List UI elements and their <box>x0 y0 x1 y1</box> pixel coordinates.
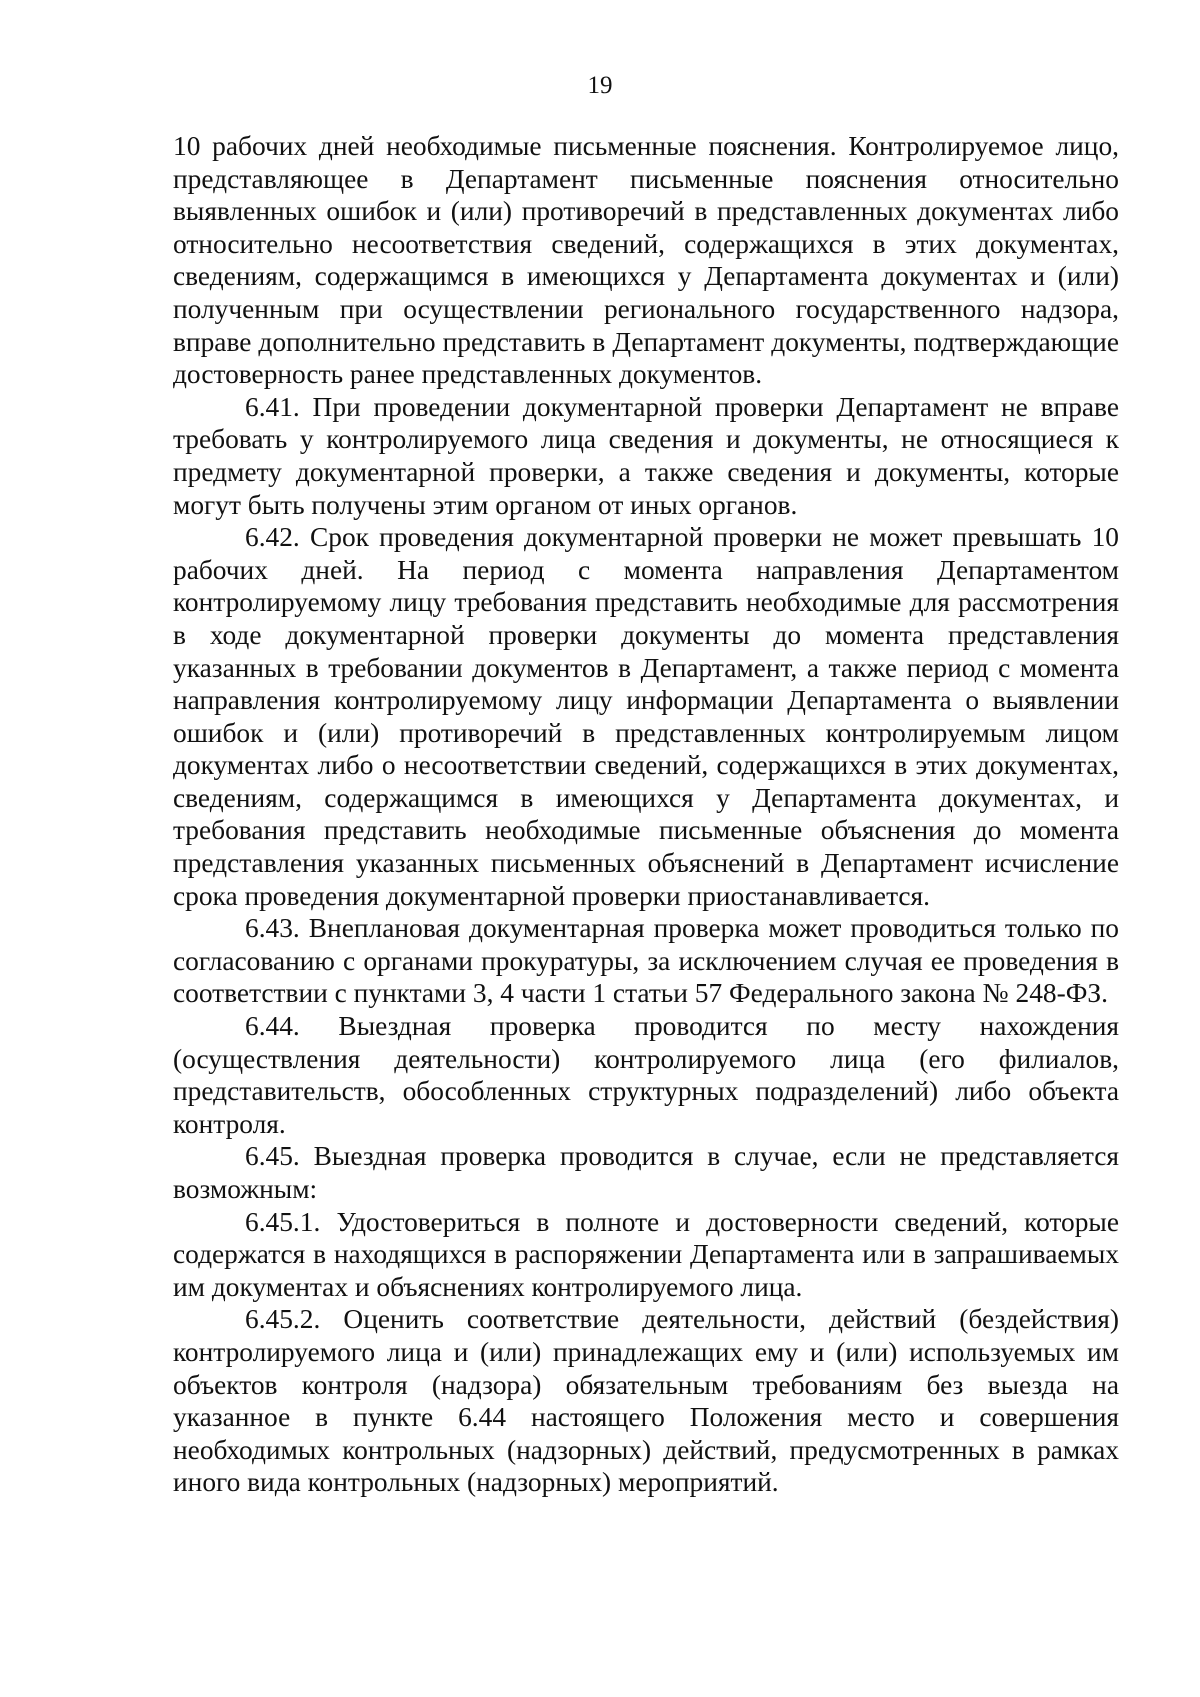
paragraph-6-42: 6.42. Срок проведения документарной проверки не может превышать 10 рабочих дней. На период с момента направления Департаментом контролируемому лицу требования представить необходимые для рассмотрения в ходе документарной проверки документы до момента представления указанных в требовании документов в Департамент, а также период с момента направления контролируемому лицу информации Департамента о выявлении ошибок и (или) противоречий в представленных контролируемым лицом документах либо о несоответствии сведений, содержащихся в этих документах, сведениям, содержащимся в имеющихся у Департамента документах, и требования представить необходимые письменные объяснения до момента представления указанных письменных объяснений в Департамент исчисление срока проведения документарной проверки приостанавливается. <box>173 522 1119 911</box>
paragraph-6-45: 6.45. Выездная проверка проводится в случае, если не представляется возможным: <box>173 1141 1119 1204</box>
paragraph-6-41: 6.41. При проведении документарной проверки Департамент не вправе требовать у контролируемого лица сведения и документы, не относящиеся к предмету документарной проверки, а также сведения и документы, которые могут быть получены этим органом от иных органов. <box>173 391 1119 520</box>
document-body <box>173 130 1119 1499</box>
paragraph-6-45-2: 6.45.2. Оценить соответствие деятельности, действий (бездействия) контролируемого лица и (или) принадлежащих ему и (или) используемых им объектов контроля (надзора) обязательным требованиям без выезда на указанное в пункте 6.44 настоящего Положения место и совершения необходимых контрольных (надзорных) действий, предусмотренных в рамках иного вида контрольных (надзорных) мероприятий. <box>173 1304 1119 1498</box>
paragraph-6-44: 6.44. Выездная проверка проводится по месту нахождения (осуществления деятельности) контролируемого лица (его филиалов, представительств, обособленных структурных подразделений) либо объекта контроля. <box>173 1011 1119 1139</box>
paragraph-6-45-1: 6.45.1. Удостовериться в полноте и достоверности сведений, которые содержатся в находящихся в распоряжении Департамента или в запрашиваемых им документах и объяснениях контролируемого лица. <box>173 1206 1119 1302</box>
paragraph-6-43: 6.43. Внеплановая документарная проверка может проводиться только по согласованию с органами прокуратуры, за исключением случая ее проведения в соответствии с пунктами 3, 4 части 1 статьи 57 Федерального закона № 248-ФЗ. <box>173 913 1119 1009</box>
page-number: 19 <box>587 72 613 99</box>
paragraph-continuation: 10 рабочих дней необходимые письменные пояснения. Контролируемое лицо, представляющее в Департамент письменные пояснения относительно выявленных ошибок и (или) противоречий в представленных документах либо относительно несоответствия сведений, содержащихся в этих документах, сведениям, содержащимся в имеющихся у Департамента документах и (или) полученным при осуществлении регионального государственного надзора, вправе дополнительно представить в Департамент документы, подтверждающие достоверность ранее представленных документов. <box>173 131 1119 390</box>
